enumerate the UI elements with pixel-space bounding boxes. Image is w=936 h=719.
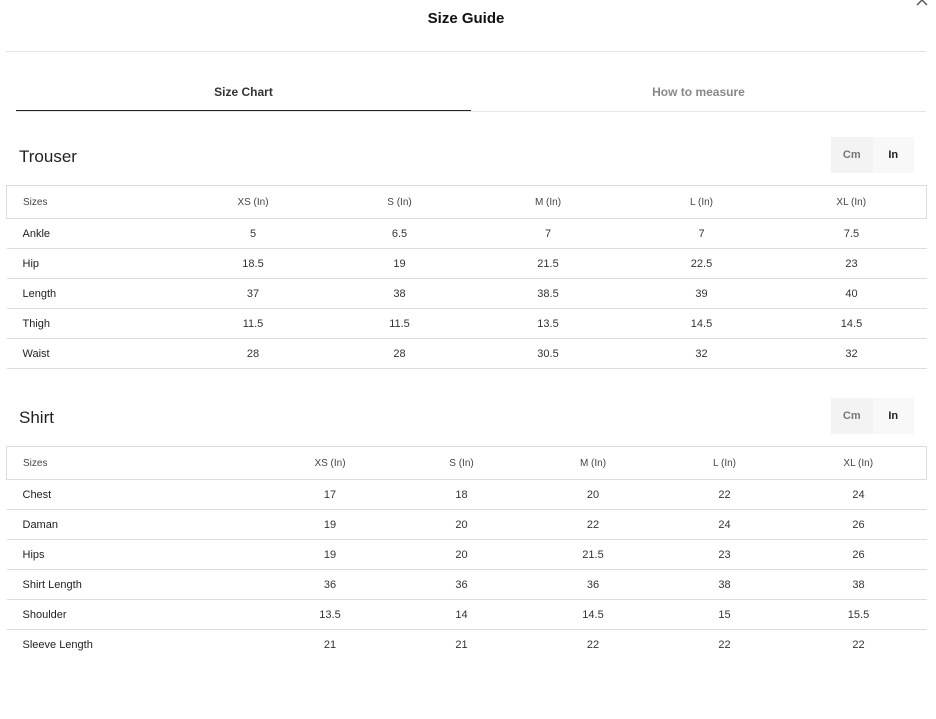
table-cell: 15	[718, 608, 731, 621]
table-cell: 7	[698, 227, 705, 240]
row-label: Ankle	[22, 227, 51, 240]
table-cell: 14.5	[582, 608, 604, 621]
table-cell: 18.5	[242, 257, 264, 270]
table-cell: 22	[586, 518, 600, 531]
table-cell: 22	[852, 638, 865, 651]
row-label: Sleeve Length	[22, 638, 93, 651]
table-cell: 38	[718, 578, 731, 591]
table-header-row	[7, 186, 927, 219]
table-cell: 15.5	[847, 608, 870, 621]
header-cell: XS (In)	[237, 196, 269, 208]
trouser-section	[6, 137, 926, 369]
trouser-section-header	[6, 137, 926, 185]
table-cell: 36	[586, 578, 600, 591]
header-cell: M (In)	[579, 457, 607, 469]
table-cell: 19	[323, 518, 337, 531]
header-cell: XL (In)	[836, 196, 867, 208]
table-cell: 21	[455, 638, 468, 651]
table-cell: 40	[845, 287, 858, 300]
trouser-unit-in-button[interactable]: In	[873, 137, 915, 173]
modal-header	[6, 0, 926, 52]
trouser-unit-cm-button[interactable]: Cm	[842, 149, 861, 161]
header-cell: S (In)	[387, 196, 412, 208]
table-cell: 19	[393, 257, 406, 270]
table-cell: 11.5	[242, 317, 264, 330]
header-cell: Sizes	[23, 457, 48, 469]
shirt-size-table	[6, 446, 927, 660]
table-cell: 39	[695, 287, 708, 300]
row-label: Waist	[22, 347, 50, 360]
table-cell: 22	[718, 488, 731, 501]
shirt-section-header	[6, 398, 926, 446]
table-cell: 21.5	[582, 548, 604, 561]
table-cell: 13.5	[537, 317, 559, 330]
table-cell: 19	[323, 548, 337, 561]
table-cell: 23	[718, 548, 731, 561]
table-cell: 6.5	[391, 227, 408, 240]
shirt-unit-in-button[interactable]: In	[873, 398, 915, 434]
table-cell: 36	[455, 578, 468, 591]
table-cell: 5	[249, 227, 257, 240]
table-row	[7, 600, 927, 630]
table-cell: 22	[718, 638, 731, 651]
table-cell: 38.5	[537, 287, 559, 300]
header-cell: XS (In)	[314, 457, 346, 469]
row-label: Shoulder	[22, 608, 67, 621]
table-cell: 22	[586, 638, 600, 651]
table-cell: 37	[246, 287, 260, 300]
row-label: Hips	[22, 548, 45, 561]
table-cell: 36	[323, 578, 337, 591]
trouser-unit-toggle	[831, 137, 914, 173]
tab-bar	[16, 78, 926, 112]
header-cell: L (In)	[713, 457, 736, 469]
table-header-row	[7, 447, 927, 480]
table-cell: 14.5	[690, 317, 713, 330]
table-cell: 28	[393, 347, 406, 360]
table-row	[7, 570, 927, 600]
table-cell: 17	[323, 488, 337, 501]
table-cell: 7.5	[843, 227, 860, 240]
table-cell: 20	[455, 548, 468, 561]
table-cell: 20	[586, 488, 600, 501]
table-row	[7, 279, 927, 309]
trouser-title: Trouser	[19, 147, 77, 166]
table-cell: 32	[695, 347, 708, 360]
table-cell: 26	[852, 518, 865, 531]
table-cell: 7	[544, 227, 552, 240]
tab-how-to-measure[interactable]: How to measure	[652, 85, 745, 99]
table-cell: 24	[718, 518, 731, 531]
table-cell: 38	[852, 578, 865, 591]
table-row	[7, 219, 927, 249]
table-cell: 21.5	[537, 257, 559, 270]
header-cell: M (In)	[534, 196, 562, 208]
trouser-size-table	[6, 185, 927, 369]
header-cell: L (In)	[690, 196, 713, 208]
table-cell: 13.5	[319, 608, 341, 621]
table-cell: 28	[246, 347, 260, 360]
table-cell: 30.5	[537, 347, 559, 360]
shirt-title: Shirt	[19, 408, 54, 427]
shirt-unit-toggle	[831, 398, 914, 434]
header-cell: XL (In)	[843, 457, 874, 469]
table-cell: 38	[393, 287, 406, 300]
table-cell: 26	[852, 548, 865, 561]
header-cell: S (In)	[449, 457, 474, 469]
tab-size-chart[interactable]: Size Chart	[16, 78, 471, 111]
header-cell: Sizes	[23, 196, 48, 208]
table-cell: 21	[323, 638, 337, 651]
row-label: Length	[22, 287, 57, 300]
table-cell: 14.5	[840, 317, 863, 330]
table-cell: 24	[852, 488, 865, 501]
table-cell: 22.5	[690, 257, 713, 270]
table-cell: 32	[845, 347, 858, 360]
shirt-section	[6, 398, 926, 660]
shirt-unit-cm-button[interactable]: Cm	[842, 410, 861, 422]
table-row	[7, 510, 927, 540]
table-cell: 11.5	[389, 317, 410, 330]
table-cell: 18	[455, 488, 468, 501]
row-label: Shirt Length	[22, 578, 82, 591]
table-row	[7, 309, 927, 339]
table-row	[7, 249, 927, 279]
table-row	[7, 630, 927, 660]
table-row	[7, 540, 927, 570]
table-cell: 23	[845, 257, 858, 270]
row-label: Daman	[22, 518, 58, 531]
table-row	[7, 480, 927, 510]
modal-title: Size Guide	[427, 10, 505, 27]
row-label: Thigh	[22, 317, 51, 330]
table-cell: 14	[455, 608, 468, 621]
row-label: Chest	[22, 488, 52, 501]
row-label: Hip	[22, 257, 40, 270]
table-cell: 20	[455, 518, 468, 531]
table-row	[7, 339, 927, 369]
